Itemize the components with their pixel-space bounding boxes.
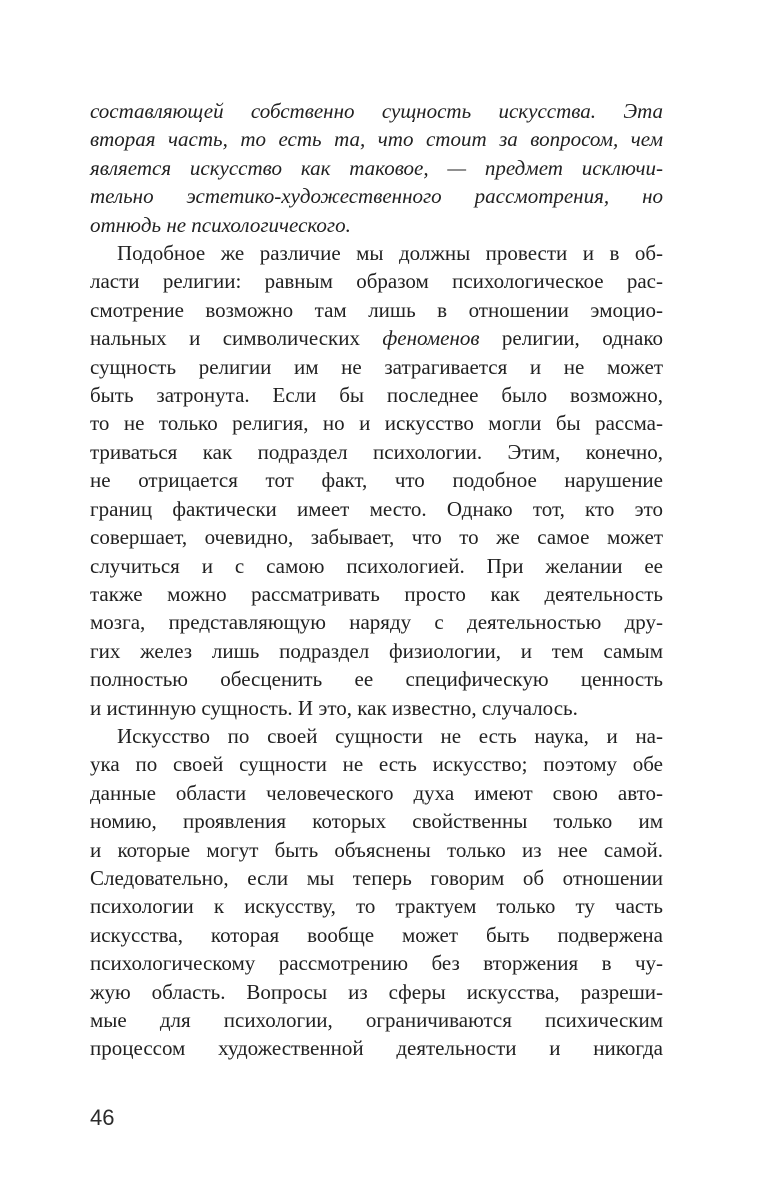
text-line: гих желез лишь подраздел физиологии, и тем самым: [90, 638, 663, 663]
paragraph: [90, 239, 663, 722]
text-line: совершает, очевидно, забывает, что то же самое может: [90, 525, 663, 550]
text-line: Следовательно, если мы теперь говорим об отношении: [90, 865, 663, 890]
text-line: психологии к искусству, то трактуем только ту часть: [90, 894, 663, 919]
text-line: не отрицается тот факт, что подобное нарушение: [90, 468, 663, 493]
text-block: [90, 97, 663, 1063]
text-line: психологическому рассмотрению без вторжения в чу-: [90, 951, 663, 976]
text-line: быть затронута. Если бы последнее было возможно,: [90, 383, 663, 408]
text-line: также можно рассматривать просто как деятельность: [90, 581, 663, 606]
text-line: и которые могут быть объяснены только из нее самой.: [90, 837, 663, 862]
text-line: искусства, которая вообще может быть подвержена: [90, 922, 663, 947]
text-line: данные области человеческого духа имеют свою авто-: [90, 780, 663, 805]
text-line: мозга, представляющую наряду с деятельностью дру-: [90, 610, 663, 635]
paragraph: [90, 97, 663, 239]
text-line: жую область. Вопросы из сферы искусства, разреши-: [90, 979, 663, 1004]
text-line: и истинную сущность. И это, как известно, случалось.: [90, 695, 578, 720]
text-line: Подобное же различие мы должны провести и в об-: [117, 241, 663, 266]
text-line: смотрение возможно там лишь в отношении эмоцио-: [90, 297, 663, 322]
page-number: 46: [90, 1105, 115, 1130]
paragraph: [90, 722, 663, 1063]
text-line: номию, проявления которых свойственны только им: [90, 809, 663, 834]
text-line: вторая часть, то есть та, что стоит за вопросом, чем: [90, 127, 663, 152]
text-line: мые для психологии, ограничиваются психическим: [90, 1008, 663, 1032]
text-line: границ фактически имеет место. Однако тот, кто это: [90, 496, 663, 521]
text-line: полностью обесценить ее специфическую ценность: [90, 667, 663, 692]
text-line: ука по своей сущности не есть искусство; поэтому обе: [90, 752, 663, 777]
text-line: составляющей собственно сущность искусства. Эта: [90, 99, 663, 123]
text-line: то не только религия, но и искусство могли бы рассма-: [90, 411, 663, 436]
text-line: случиться и с самою психологией. При желании ее: [90, 553, 663, 578]
text-line: тельно эстетико-художественного рассмотрения, но: [90, 184, 663, 209]
text-line: сущность религии им не затрагивается и не может: [90, 354, 663, 379]
text-line: процессом художественной деятельности и никогда: [90, 1036, 663, 1061]
text-line: триваться как подраздел психологии. Этим, конечно,: [90, 439, 663, 464]
text-line: нальных и символических феноменов религии, однако: [90, 326, 663, 351]
text-line: является искусство как таковое, — предмет исключи-: [90, 155, 663, 180]
text-line: Искусство по своей сущности не есть наука, и на-: [117, 723, 663, 748]
text-line: отнюдь не психологического.: [90, 212, 351, 237]
text-line: ласти религии: равным образом психологическое рас-: [90, 269, 663, 294]
